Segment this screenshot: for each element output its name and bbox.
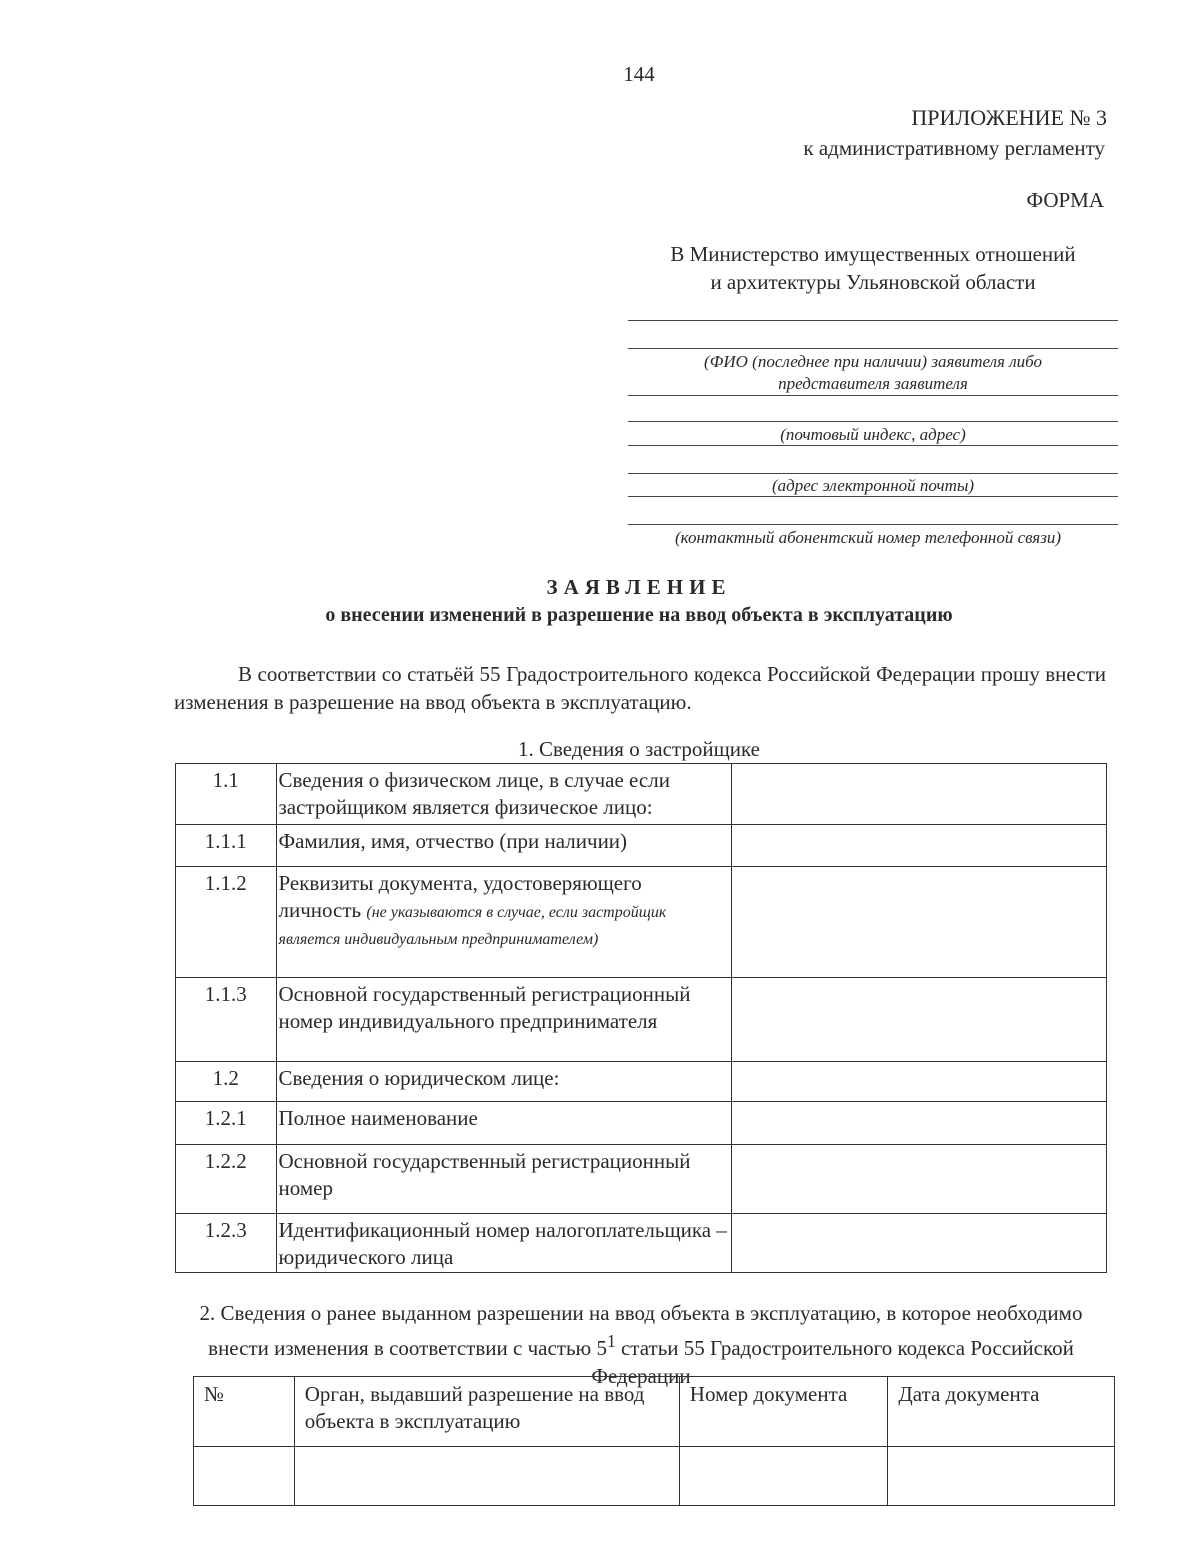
cell-doc-date[interactable]: [888, 1447, 1115, 1506]
fio-line-1[interactable]: [628, 320, 1118, 321]
row-number: 1.2.3: [176, 1214, 277, 1273]
row-value-cell[interactable]: [732, 764, 1107, 825]
table-row: [194, 1447, 1115, 1506]
table-row: [176, 1145, 1107, 1214]
addressee-block: [628, 240, 1118, 296]
cell-authority[interactable]: [294, 1447, 679, 1506]
cell-doc-number[interactable]: [679, 1447, 888, 1506]
section-2-title-text-end: статьи 55 Градостроительного кодекса Российской Федерации: [591, 1336, 1074, 1388]
intro-paragraph: В соответствии со статьёй 55 Градостроительного кодекса Российской Федерации прошу внести изменения в разрешение на ввод объекта в эксплуатацию.: [174, 662, 1106, 714]
table-row: [176, 1102, 1107, 1145]
fio-caption-line-1: (ФИО (последнее при наличии) заявителя либо: [704, 352, 1042, 371]
table-row: [176, 764, 1107, 825]
row-label: Сведения о физическом лице, в случае если застройщиком является физическое лицо:: [276, 764, 732, 825]
column-header-doc-date: Дата документа: [888, 1377, 1115, 1447]
row-label: Основной государственный регистрационный номер: [276, 1145, 732, 1214]
fio-caption-line-2: представителя заявителя: [778, 374, 968, 393]
previous-permit-table: [193, 1376, 1115, 1506]
row-value-cell[interactable]: [732, 1062, 1107, 1102]
section-1-title: 1. Сведения о застройщике: [517, 737, 760, 761]
row-label: Основной государственный регистрационный номер индивидуального предпринимателя: [276, 978, 732, 1062]
column-header-number: №: [194, 1377, 295, 1447]
addressee-line-1: В Министерство имущественных отношений: [670, 242, 1076, 266]
table-row: [176, 1214, 1107, 1273]
fio-line-3[interactable]: [628, 395, 1118, 396]
row-number: 1.1: [176, 764, 277, 825]
table-header-row: [194, 1377, 1115, 1447]
postal-line-1[interactable]: [628, 421, 1118, 422]
row-label: Идентификационный номер налогоплательщика – юридического лица: [276, 1214, 732, 1273]
row-note: (не указываются в случае, если застройщик является индивидуальным предпринимателем): [278, 904, 667, 948]
row-value-cell[interactable]: [732, 1145, 1107, 1214]
row-label: Фамилия, имя, отчество (при наличии): [276, 825, 732, 867]
email-line-1[interactable]: [628, 473, 1118, 474]
row-number: 1.2.2: [176, 1145, 277, 1214]
row-value-cell[interactable]: [732, 1214, 1107, 1273]
addressee-line-2: и архитектуры Ульяновской области: [710, 270, 1036, 294]
row-label: Полное наименование: [276, 1102, 732, 1145]
row-value-cell[interactable]: [732, 1102, 1107, 1145]
row-number: 1.2: [176, 1062, 277, 1102]
cell-number[interactable]: [194, 1447, 295, 1506]
row-value-cell[interactable]: [732, 825, 1107, 867]
appendix-title: ПРИЛОЖЕНИЕ № 3: [911, 105, 1107, 130]
row-label: Реквизиты документа, удостоверяющего личность: [278, 871, 642, 922]
form-label: ФОРМА: [1026, 188, 1104, 212]
page-number: 144: [623, 62, 655, 86]
appendix-subtitle: к административному регламенту: [803, 136, 1105, 160]
table-row: [176, 978, 1107, 1062]
document-title: ЗАЯВЛЕНИЕ: [546, 575, 732, 599]
table-row: [176, 825, 1107, 867]
column-header-authority: Орган, выдавший разрешение на ввод объекта в эксплуатацию: [294, 1377, 679, 1447]
row-label-with-note: [276, 867, 732, 978]
section-2-title-superscript: 1: [606, 1331, 616, 1351]
fio-caption: [628, 351, 1118, 395]
section-2-title-text: 2. Сведения о ранее выданном разрешении на ввод объекта в эксплуатацию, в которое необходимо внести изменения в соответствии с частью 5: [199, 1301, 1083, 1360]
table-row: [176, 867, 1107, 978]
row-number: 1.1.1: [176, 825, 277, 867]
row-number: 1.1.2: [176, 867, 277, 978]
row-number: 1.2.1: [176, 1102, 277, 1145]
developer-info-table: [175, 763, 1107, 1273]
phone-line[interactable]: [628, 524, 1118, 525]
phone-caption: (контактный абонентский номер телефонной связи): [675, 528, 1061, 547]
email-caption: (адрес электронной почты): [771, 476, 975, 495]
fio-line-2[interactable]: [628, 348, 1118, 349]
row-value-cell[interactable]: [732, 867, 1107, 978]
table-row: [176, 1062, 1107, 1102]
column-header-doc-number: Номер документа: [679, 1377, 888, 1447]
row-value-cell[interactable]: [732, 978, 1107, 1062]
row-number: 1.1.3: [176, 978, 277, 1062]
document-subtitle: о внесении изменений в разрешение на ввод объекта в эксплуатацию: [325, 604, 953, 626]
postal-caption: (почтовый индекс, адрес): [780, 425, 966, 444]
row-label: Сведения о юридическом лице:: [276, 1062, 732, 1102]
